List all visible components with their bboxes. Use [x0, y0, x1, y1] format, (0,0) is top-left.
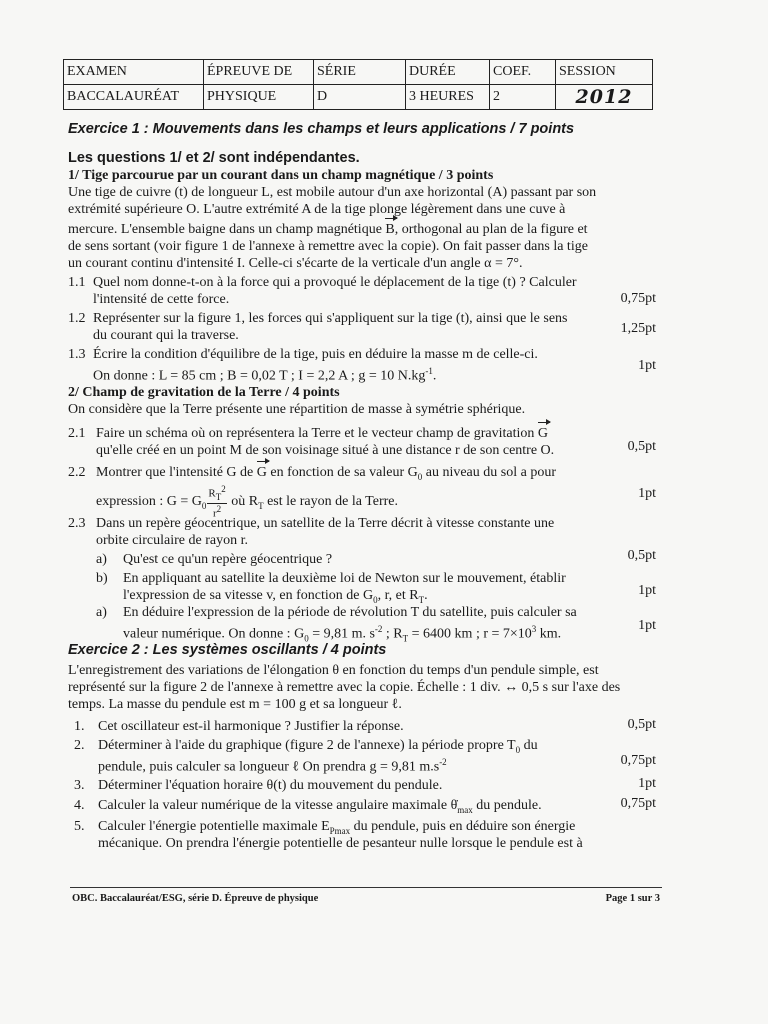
ex2-question-1-number: 1.: [74, 719, 85, 734]
header-value-serie: D: [314, 85, 406, 110]
text-span: mercure. L'ensemble baigne dans un champ magnétique: [68, 222, 386, 237]
text-span: au niveau du sol a pour: [422, 465, 556, 480]
part-1-text-line-5: un courant continu d'intensité I. Celle-ci s'écarte de la verticale d'un angle α = 7°.: [68, 256, 523, 271]
question-1-3-points: 1pt: [638, 358, 656, 373]
exercise-1-title: Exercice 1 : Mouvements dans les champs et leurs applications / 7 points: [68, 121, 575, 137]
subscript: T: [258, 500, 264, 511]
ex2-question-2-number: 2.: [74, 738, 85, 753]
text-span: pendule, puis calculer sa longueur ℓ On prendra g = 9,81 m.s: [98, 759, 440, 775]
ex2-question-3-number: 3.: [74, 778, 85, 793]
question-1-2-points: 1,25pt: [620, 321, 656, 336]
question-1-3-line-2: [93, 363, 436, 385]
superscript: -1: [425, 366, 433, 376]
question-1-3-line-1: Écrire la condition d'équilibre de la tige, puis en déduire la masse m de celle-ci.: [93, 347, 538, 362]
question-2-1-line-2: qu'elle créé en un point M de son voisinage situé à une distance r de son centre O.: [96, 443, 555, 458]
superscript: 3: [531, 624, 537, 634]
text-span: , r, et R: [377, 588, 419, 603]
header-cell-duree: DURÉE: [406, 60, 490, 85]
vector-b: B: [385, 222, 395, 237]
question-2-1-number: 2.1: [68, 426, 86, 441]
ex2-question-2-points: 0,75pt: [620, 753, 656, 768]
part-2-title: 2/ Champ de gravitation de la Terre / 4 points: [68, 385, 340, 400]
exercise-2-text-line-1: L'enregistrement des variations de l'élongation θ en fonction du temps d'un pendule simple, est: [68, 663, 599, 678]
question-1-3-number: 1.3: [68, 347, 86, 362]
text-span: Déterminer à l'aide du graphique (figure 2 de l'annexe) la période propre T: [98, 738, 516, 753]
exam-header-table: [63, 59, 653, 110]
question-c-points: 1pt: [638, 618, 656, 633]
question-1-2-line-1: Représenter sur la figure 1, les forces qui s'appliquent sur la tige (t), ainsi que le sens: [93, 311, 568, 326]
header-cell-coef: COEF.: [490, 60, 556, 85]
question-a-number: a): [96, 552, 107, 567]
ex2-question-4-number: 4.: [74, 798, 85, 813]
question-2-2-line-1: [96, 464, 556, 486]
ex2-question-2-line-2: [98, 754, 447, 776]
header-value-duree: 3 HEURES: [406, 85, 490, 110]
question-a-line-1: Qu'est ce qu'un repère géocentrique ?: [123, 552, 333, 567]
text-span: Faire un schéma où on représentera la Terre et le vecteur champ de gravitation: [96, 426, 538, 441]
subscript: T: [215, 491, 222, 502]
footer-divider: [70, 887, 662, 888]
text-span: = 9,81 m. s: [308, 626, 375, 642]
part-1-title: 1/ Tige parcourue par un courant dans un champ magnétique / 3 points: [68, 168, 494, 183]
text-span: du pendule, puis en déduire son énergie: [350, 819, 576, 834]
question-2-1-line-1: [96, 425, 548, 442]
exercise-2-text-line-2: représenté sur la figure 2 de l'annexe à remettre avec la copie. Échelle : 1 div. ↔ 0,5 s sur l'axe des: [68, 680, 621, 695]
text-span: l'expression de sa vitesse v, en fonction de G: [123, 588, 374, 603]
question-1-1-line-1: Quel nom donne-t-on à la force qui a provoqué le déplacement de la tige (t) ? Calculer: [93, 275, 577, 290]
text-span: en fonction de sa valeur G: [266, 465, 418, 480]
exercise-1-independent-note: Les questions 1/ et 2/ sont indépendantes.: [68, 150, 360, 166]
text-span: Calculer l'énergie potentielle maximale E: [98, 819, 330, 834]
text-span: R: [208, 487, 216, 500]
exercise-2-title: Exercice 2 : Les systèmes oscillants / 4 points: [68, 642, 387, 658]
ex2-question-5-line-2: mécanique. On prendra l'énergie potentielle de pesanteur nulle lorsque le pendule est à: [98, 836, 583, 851]
ex2-question-3-points: 1pt: [638, 776, 656, 791]
question-1-1-line-2: l'intensité de cette force.: [93, 292, 230, 307]
subscript: 0: [201, 500, 207, 511]
question-1-1-points: 0,75pt: [620, 291, 656, 306]
question-2-2-points: 1pt: [638, 486, 656, 501]
part-1-text-line-3: [68, 221, 588, 238]
text-span: Calculer la valeur numérique de la vitesse angulaire maximale: [98, 798, 451, 813]
exercise-2-text-line-3: temps. La masse du pendule est m = 100 g et sa longueur ℓ.: [68, 697, 402, 712]
part-1-text-line-1: Une tige de cuivre (t) de longueur L, est mobile autour d'un axe horizontal (A) passant par son: [68, 185, 597, 200]
part-1-text-line-4: de sens sortant (voir figure 1 de l'annexe à remettre avec la copie). On fait passer dans la tige: [68, 239, 588, 254]
subscript: 0: [373, 594, 378, 605]
text-span: ; R: [382, 626, 403, 642]
header-row-labels: [64, 60, 653, 85]
footer-left-text: OBC. Baccalauréat/ESG, série D. Épreuve de physique: [72, 893, 319, 904]
ex2-question-1-points: 0,5pt: [627, 717, 656, 732]
subscript: Pmax: [329, 825, 351, 836]
header-cell-examen: EXAMEN: [64, 60, 204, 85]
question-2-3-number: 2.3: [68, 516, 86, 531]
subscript: T: [402, 633, 409, 644]
text-span: Montrer que l'intensité G de: [96, 465, 257, 480]
fraction-numerator: [207, 484, 226, 504]
footer-page-number: Page 1 sur 3: [605, 893, 660, 904]
header-value-session: 2012: [556, 85, 653, 110]
subscript: T: [418, 594, 425, 605]
header-cell-epreuve: ÉPREUVE DE: [204, 60, 314, 85]
part-1-text-line-2: extrémité supérieure O. L'autre extrémité A de la tige plonge légèrement dans une cuve à: [68, 202, 566, 217]
question-b-line-1: En appliquant au satellite la deuxième loi de Newton sur le mouvement, établir: [123, 571, 566, 586]
text-span: valeur numérique. On donne : G: [123, 626, 305, 642]
question-c-number: a): [96, 605, 107, 620]
header-cell-session: SESSION: [556, 60, 653, 85]
ex2-question-3-line-1: Déterminer l'équation horaire θ(t) du mouvement du pendule.: [98, 778, 443, 793]
ex2-question-4-points: 0,75pt: [620, 796, 656, 811]
question-2-1-points: 0,5pt: [627, 439, 656, 454]
text-span: , orthogonal au plan de la figure et: [394, 222, 588, 237]
text-span: On donne : L = 85 cm ; B = 0,02 T ; I = 2,2 A ; g = 10 N.kg: [93, 368, 426, 384]
ex2-question-1-line-1: Cet oscillateur est-il harmonique ? Justifier la réponse.: [98, 719, 404, 734]
text-span: est le rayon de la Terre.: [263, 493, 398, 509]
subscript: 0: [304, 633, 309, 644]
text-span: où R: [227, 493, 259, 509]
superscript: 2: [216, 503, 222, 514]
subscript: 0: [417, 471, 423, 482]
ex2-question-5-number: 5.: [74, 819, 85, 834]
header-row-values: [64, 85, 653, 110]
question-c-line-1: En déduire l'expression de la période de révolution T du satellite, puis calculer sa: [123, 605, 577, 620]
text-span: .: [424, 588, 428, 603]
text-span: r: [212, 507, 217, 520]
header-cell-serie: SÉRIE: [314, 60, 406, 85]
superscript: -2: [439, 757, 447, 767]
superscript: 2: [221, 484, 226, 494]
subscript: 0: [515, 744, 521, 755]
text-span: expression : G = G: [96, 493, 202, 509]
question-2-3-line-1: Dans un repère géocentrique, un satellite de la Terre décrit à vitesse constante une: [96, 516, 555, 531]
theta-dot-symbol: θ̇: [450, 798, 458, 813]
part-2-text-line-1: On considère que la Terre présente une répartition de masse à symétrie sphérique.: [68, 402, 526, 417]
question-a-points: 0,5pt: [627, 548, 656, 563]
question-1-2-number: 1.2: [68, 311, 86, 326]
question-b-points: 1pt: [638, 583, 656, 598]
text-span: km.: [536, 626, 562, 642]
question-2-3-line-2: orbite circulaire de rayon r.: [96, 533, 248, 548]
text-span: du pendule.: [472, 798, 542, 813]
question-1-2-line-2: du courant qui la traverse.: [93, 328, 239, 343]
superscript: -2: [374, 624, 383, 634]
text-span: du: [520, 738, 538, 753]
ex2-question-4-line-1: [98, 797, 542, 819]
header-value-coef: 2: [490, 85, 556, 110]
text-span: .: [432, 368, 437, 384]
vector-g: G: [537, 426, 549, 441]
question-1-1-number: 1.1: [68, 275, 86, 290]
vector-g: G: [256, 465, 267, 480]
question-2-2-number: 2.2: [68, 465, 86, 480]
subscript: max: [457, 804, 473, 815]
header-value-epreuve: PHYSIQUE: [204, 85, 314, 110]
question-b-number: b): [96, 571, 108, 586]
header-value-examen: BACCALAURÉAT: [64, 85, 204, 110]
text-span: = 6400 km ; r = 7×10: [408, 626, 532, 642]
